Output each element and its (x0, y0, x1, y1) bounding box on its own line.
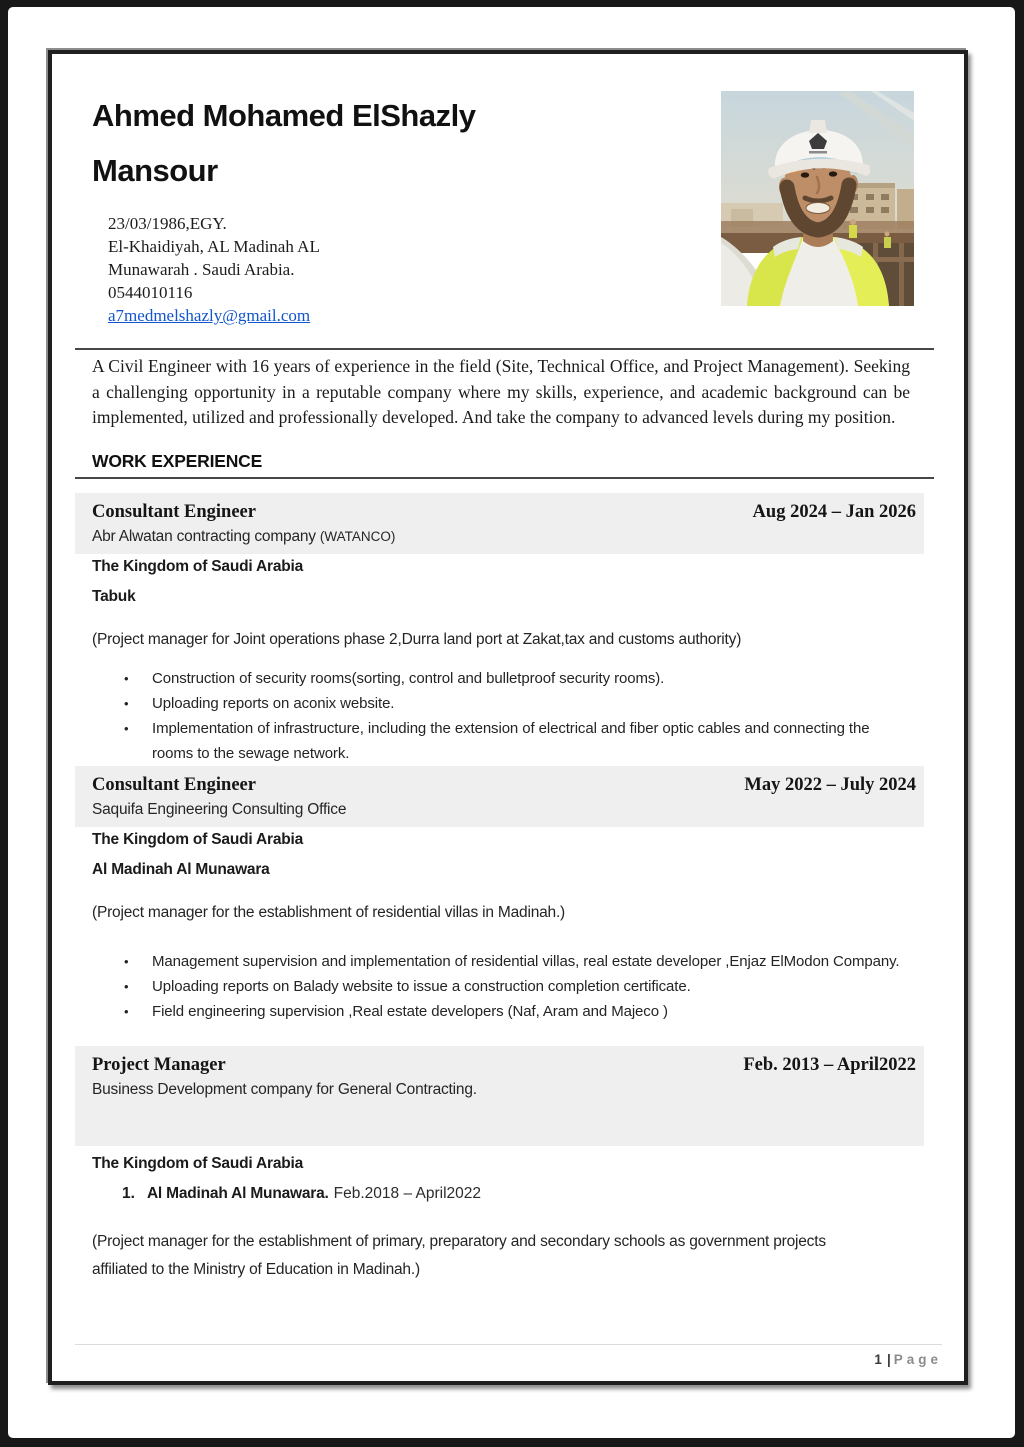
job-2-company: Saquifa Engineering Consulting Office (92, 800, 347, 818)
email-link[interactable]: a7medmelshazly@gmail.com (108, 306, 311, 325)
summary-top-rule (75, 348, 934, 350)
job-2-city: Al Madinah Al Munawara (92, 860, 270, 878)
job-entry-3 (92, 1046, 916, 1284)
job-2-header-bar (75, 766, 924, 827)
job-3-title: Project Manager (92, 1054, 226, 1075)
footer-rule (75, 1344, 942, 1345)
job-2-description: (Project manager for the establishment of residential villas in Madinah.) (92, 903, 566, 921)
page-number (75, 1352, 942, 1367)
work-experience-heading: WORK EXPERIENCE (92, 450, 263, 471)
job-1-city: Tabuk (92, 587, 136, 605)
address-line2: Munawarah . Saudi Arabia. (108, 260, 295, 279)
job-3-dates: Feb. 2013 – April2022 (743, 1054, 916, 1075)
job-2-bullet: • Management supervision and implementation of residential villas, real estate developer ,Enjaz ElModon Company. (92, 949, 910, 974)
job-3-country: The Kingdom of Saudi Arabia (92, 1154, 304, 1172)
document-page (8, 7, 1015, 1438)
page-number-divider: | (886, 1352, 891, 1367)
resume-border-frame (48, 50, 968, 1385)
page-footer (75, 1344, 942, 1367)
job-3-location-dates: Feb.2018 – April2022 (333, 1184, 482, 1202)
phone-number: 0544010116 (108, 283, 193, 302)
job-2-bullet-list (92, 949, 910, 1024)
job-3-location-place: Al Madinah Al Munawara. (146, 1184, 329, 1202)
job-3-header-bar (75, 1046, 924, 1146)
page-number-value: 1 (874, 1352, 882, 1367)
email-row (108, 304, 910, 327)
job-1-bullet: • Implementation of infrastructure, including the extension of electrical and fiber optic cables and connecting the rooms to the sewage network. (92, 716, 910, 766)
job-entry-1 (92, 493, 916, 766)
job-entry-2 (92, 766, 916, 1024)
job-3-company: Business Development company for General Contracting. (92, 1080, 477, 1098)
work-experience-rule (75, 477, 934, 479)
job-1-company: Abr Alwatan contracting company (92, 527, 316, 545)
candidate-name-line2: Mansour (92, 153, 218, 188)
job-3-location-item (92, 1184, 910, 1204)
profile-photo (721, 91, 914, 306)
profile-summary: A Civil Engineer with 16 years of experience in the field (Site, Technical Office, and Project Management). Seeking a challenging opportunity in a reputable company where my skills, experience, and academic background can be implemented, utilized and professionally developed. And take the company to advanced levels during my position. (92, 356, 910, 427)
job-1-header-bar (75, 493, 924, 554)
job-1-bullet: • Construction of security rooms(sorting, control and bulletproof security rooms). (92, 666, 910, 691)
job-2-dates: May 2022 – July 2024 (744, 774, 916, 795)
candidate-name-line1: Ahmed Mohamed ElShazly (92, 98, 476, 133)
job-2-bullet: • Uploading reports on Balady website to issue a construction completion certificate. (92, 974, 910, 999)
job-3-location-number: 1. (122, 1184, 135, 1202)
job-1-bullet-list (92, 666, 910, 766)
job-2-bullet: • Field engineering supervision ,Real estate developers (Naf, Aram and Majeco ) (92, 999, 910, 1024)
job-2-country: The Kingdom of Saudi Arabia (92, 830, 304, 848)
page-number-label: Page (893, 1352, 942, 1367)
job-1-dates: Aug 2024 – Jan 2026 (752, 501, 916, 522)
job-1-company-abbr: (WATANCO) (319, 528, 396, 544)
job-1-description: (Project manager for Joint operations phase 2,Durra land port at Zakat,tax and customs authority) (92, 630, 742, 648)
job-2-title: Consultant Engineer (92, 774, 256, 795)
job-3-description: (Project manager for the establishment of primary, preparatory and secondary schools as government projects affiliated to the Ministry of Education in Madinah.) (92, 1232, 826, 1278)
job-1-title: Consultant Engineer (92, 501, 256, 522)
job-1-country: The Kingdom of Saudi Arabia (92, 557, 304, 575)
resume-content (52, 54, 964, 1381)
birth-date: 23/03/1986,EGY. (108, 214, 227, 233)
address-line1: El-Khaidiyah, AL Madinah AL (108, 237, 320, 256)
job-1-bullet: • Uploading reports on aconix website. (92, 691, 910, 716)
